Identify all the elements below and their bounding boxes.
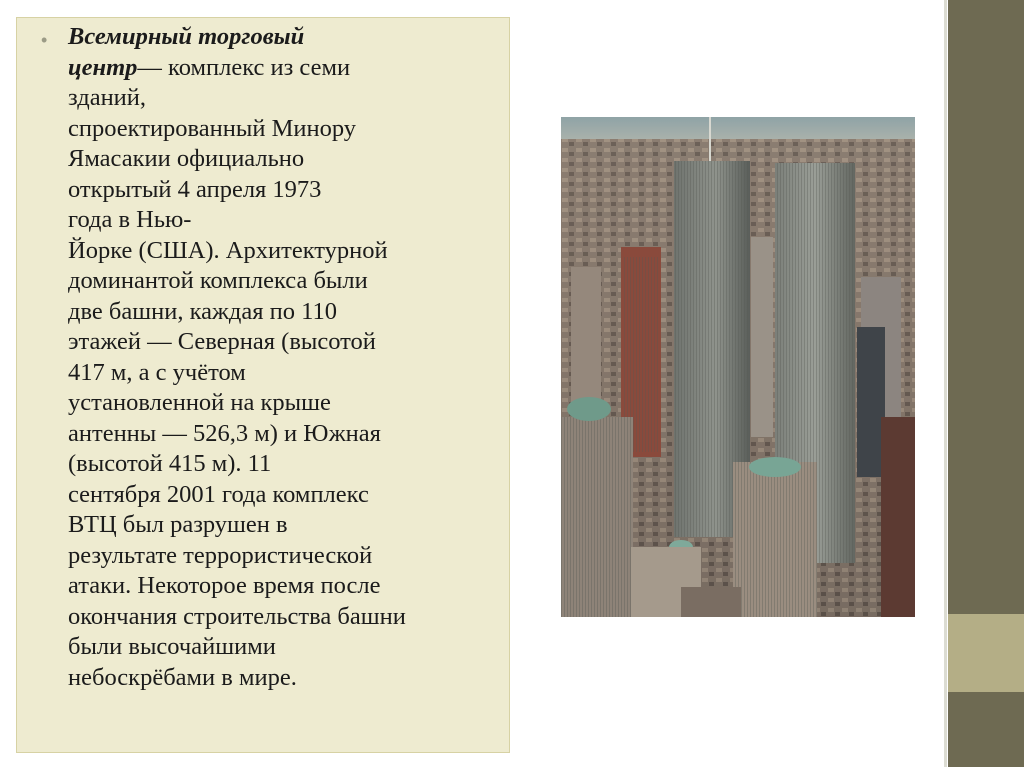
line-text: ВТЦ был разрушен в [68, 511, 288, 538]
text-line [68, 266, 506, 297]
line-text: атаки. Некоторое время после [68, 572, 381, 599]
text-line [68, 144, 506, 175]
bullet-icon: • [41, 30, 48, 50]
text-line [68, 297, 506, 328]
line-text: установленной на крыше [68, 389, 331, 416]
text-line [68, 22, 506, 53]
line-text: — комплекс из семи [137, 53, 351, 81]
text-line [68, 663, 506, 694]
line-text: антенны — 526,3 м) и Южная [68, 419, 381, 447]
text-line [68, 419, 506, 450]
text-line [68, 236, 506, 267]
line-text: Ямасакии официально [68, 145, 305, 172]
text-line [68, 205, 506, 236]
line-text: небоскрёбами в мире. [68, 663, 297, 691]
text-line [68, 541, 506, 572]
line-text: Йорке (США). Архитектурной [68, 236, 388, 264]
text-line [68, 480, 506, 511]
twin-towers-photo [561, 117, 915, 617]
line-text: зданий, [68, 84, 147, 111]
side-band [948, 614, 1024, 692]
line-text: года в Нью- [68, 206, 192, 233]
text-line [68, 388, 506, 419]
text-line [68, 175, 506, 206]
text-line [68, 53, 506, 84]
text-line [68, 83, 506, 114]
line-text: доминантой комплекса были [68, 267, 368, 294]
line-text: этажей — Северная (высотой [68, 328, 376, 355]
emphasis-text: Всемирный торговый [68, 23, 305, 50]
text-line [68, 632, 506, 663]
text-line [68, 114, 506, 145]
line-text: спроектированный Минору [68, 114, 357, 142]
line-text: (высотой 415 м). 11 [68, 450, 272, 477]
text-line [68, 449, 506, 480]
emphasis-text: центр [68, 53, 138, 81]
text-line [68, 358, 506, 389]
line-text: результате террористической [68, 541, 373, 569]
line-text: 417 м, а с учётом [68, 358, 246, 386]
text-line [68, 602, 506, 633]
line-text: окончания строительства башни [68, 602, 406, 630]
line-text: открытый 4 апреля 1973 [68, 175, 322, 203]
line-text: две башни, каждая по 110 [68, 297, 337, 325]
photo-illustration [561, 117, 915, 617]
text-line [68, 571, 506, 602]
side-divider [944, 0, 947, 767]
line-text: сентября 2001 года комплекс [68, 480, 369, 508]
text-line [68, 327, 506, 358]
body-text [68, 22, 506, 693]
line-text: были высочайшими [68, 633, 276, 660]
text-line [68, 510, 506, 541]
